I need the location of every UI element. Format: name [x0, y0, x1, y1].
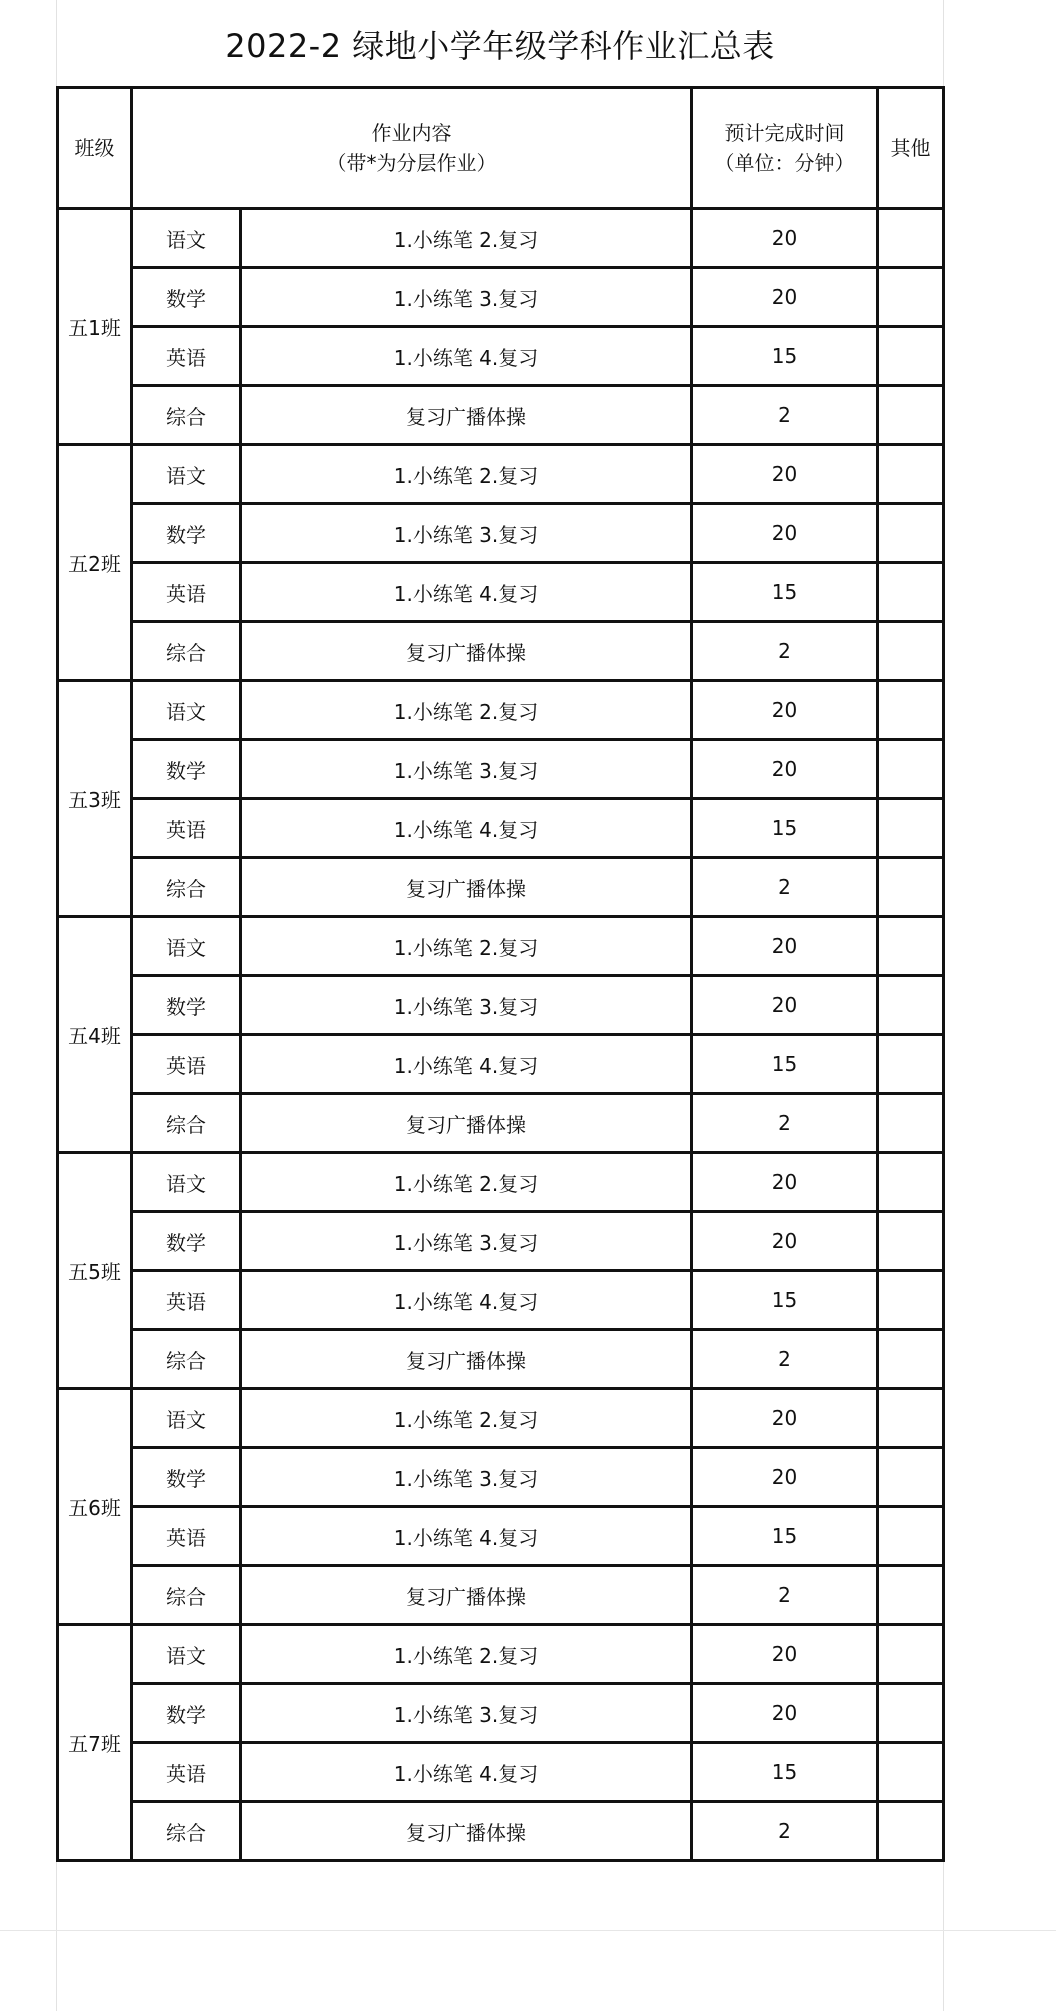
subject-cell[interactable]: 语文 — [132, 917, 241, 976]
content-cell[interactable]: 1.小练笔 3.复习 — [241, 1448, 692, 1507]
content-cell[interactable]: 复习广播体操 — [241, 386, 692, 445]
other-cell[interactable] — [878, 504, 944, 563]
other-cell[interactable] — [878, 1035, 944, 1094]
content-cell[interactable]: 1.小练笔 3.复习 — [241, 976, 692, 1035]
other-cell[interactable] — [878, 563, 944, 622]
subject-cell[interactable]: 综合 — [132, 386, 241, 445]
sheet-gridline — [0, 1930, 1056, 1931]
content-cell[interactable]: 1.小练笔 4.复习 — [241, 327, 692, 386]
table-row — [58, 976, 944, 1035]
subject-cell[interactable]: 综合 — [132, 622, 241, 681]
subject-cell[interactable]: 综合 — [132, 858, 241, 917]
header-class-cell[interactable] — [58, 88, 132, 209]
other-cell[interactable] — [878, 799, 944, 858]
other-cell[interactable] — [878, 622, 944, 681]
minutes-cell[interactable]: 20 — [692, 681, 878, 740]
other-cell[interactable] — [878, 1271, 944, 1330]
other-cell[interactable] — [878, 386, 944, 445]
table-row — [58, 858, 944, 917]
subject-cell[interactable]: 语文 — [132, 445, 241, 504]
other-cell[interactable] — [878, 209, 944, 268]
subject-cell[interactable]: 综合 — [132, 1330, 241, 1389]
table-row — [58, 1212, 944, 1271]
minutes-cell[interactable]: 20 — [692, 740, 878, 799]
content-cell[interactable]: 复习广播体操 — [241, 622, 692, 681]
table-row — [58, 1094, 944, 1153]
subject-cell[interactable]: 数学 — [132, 976, 241, 1035]
table-row — [58, 1802, 944, 1861]
subject-cell[interactable]: 数学 — [132, 740, 241, 799]
other-cell[interactable] — [878, 1094, 944, 1153]
content-cell[interactable]: 1.小练笔 2.复习 — [241, 445, 692, 504]
header-content-label: 作业内容 — [371, 121, 452, 145]
minutes-cell[interactable]: 20 — [692, 445, 878, 504]
table-row — [58, 327, 944, 386]
table-row — [58, 1507, 944, 1566]
table-body — [58, 88, 944, 1861]
subject-cell[interactable]: 英语 — [132, 1507, 241, 1566]
table-row — [58, 1625, 944, 1684]
class-name-cell[interactable]: 五3班 — [58, 681, 132, 917]
minutes-cell[interactable]: 20 — [692, 917, 878, 976]
content-cell[interactable]: 复习广播体操 — [241, 1330, 692, 1389]
subject-cell[interactable]: 综合 — [132, 1566, 241, 1625]
header-content-cell[interactable] — [132, 88, 692, 209]
table-row — [58, 268, 944, 327]
table-row — [58, 740, 944, 799]
table-row — [58, 1684, 944, 1743]
table-row — [58, 209, 944, 268]
content-cell[interactable]: 1.小练笔 3.复习 — [241, 740, 692, 799]
subject-cell[interactable]: 数学 — [132, 268, 241, 327]
minutes-cell[interactable]: 20 — [692, 209, 878, 268]
class-name-cell[interactable]: 五4班 — [58, 917, 132, 1153]
table-row — [58, 681, 944, 740]
header-content-note: （带*为分层作业） — [326, 151, 497, 175]
minutes-cell[interactable]: 20 — [692, 1212, 878, 1271]
content-cell[interactable]: 1.小练笔 2.复习 — [241, 1389, 692, 1448]
other-cell[interactable] — [878, 1212, 944, 1271]
content-cell[interactable]: 1.小练笔 4.复习 — [241, 1271, 692, 1330]
subject-cell[interactable]: 英语 — [132, 1743, 241, 1802]
header-other-cell[interactable] — [878, 88, 944, 209]
subject-cell[interactable]: 数学 — [132, 504, 241, 563]
content-cell[interactable]: 1.小练笔 3.复习 — [241, 1684, 692, 1743]
minutes-cell[interactable]: 20 — [692, 1389, 878, 1448]
other-cell[interactable] — [878, 976, 944, 1035]
minutes-cell[interactable]: 2 — [692, 858, 878, 917]
content-cell[interactable]: 1.小练笔 4.复习 — [241, 1743, 692, 1802]
subject-cell[interactable]: 英语 — [132, 799, 241, 858]
subject-cell[interactable]: 语文 — [132, 1153, 241, 1212]
minutes-cell[interactable]: 2 — [692, 1330, 878, 1389]
minutes-cell[interactable]: 15 — [692, 1271, 878, 1330]
subject-cell[interactable]: 英语 — [132, 327, 241, 386]
homework-summary-table — [56, 86, 945, 1862]
minutes-cell[interactable]: 15 — [692, 1035, 878, 1094]
minutes-cell[interactable]: 15 — [692, 1743, 878, 1802]
table-row — [58, 504, 944, 563]
other-cell[interactable] — [878, 681, 944, 740]
other-cell[interactable] — [878, 917, 944, 976]
table-row — [58, 563, 944, 622]
content-cell[interactable]: 1.小练笔 4.复习 — [241, 1507, 692, 1566]
subject-cell[interactable]: 语文 — [132, 681, 241, 740]
table-row — [58, 799, 944, 858]
other-cell[interactable] — [878, 1507, 944, 1566]
minutes-cell[interactable]: 15 — [692, 563, 878, 622]
minutes-cell[interactable]: 2 — [692, 622, 878, 681]
other-cell[interactable] — [878, 1625, 944, 1684]
sheet-title: 2022-2 绿地小学年级学科作业汇总表 — [225, 27, 775, 65]
header-row — [58, 88, 944, 209]
subject-cell[interactable]: 数学 — [132, 1684, 241, 1743]
subject-cell[interactable]: 综合 — [132, 1802, 241, 1861]
content-cell[interactable]: 复习广播体操 — [241, 1094, 692, 1153]
other-cell[interactable] — [878, 1330, 944, 1389]
content-cell[interactable]: 1.小练笔 2.复习 — [241, 917, 692, 976]
minutes-cell[interactable]: 2 — [692, 1566, 878, 1625]
table-row — [58, 1566, 944, 1625]
other-cell[interactable] — [878, 1566, 944, 1625]
other-cell[interactable] — [878, 268, 944, 327]
table-row — [58, 1330, 944, 1389]
minutes-cell[interactable]: 15 — [692, 1507, 878, 1566]
minutes-cell[interactable]: 20 — [692, 504, 878, 563]
content-cell[interactable]: 1.小练笔 2.复习 — [241, 209, 692, 268]
table-row — [58, 1448, 944, 1507]
other-cell[interactable] — [878, 740, 944, 799]
subject-cell[interactable]: 语文 — [132, 1389, 241, 1448]
class-name-cell[interactable]: 五6班 — [58, 1389, 132, 1625]
other-cell[interactable] — [878, 327, 944, 386]
minutes-cell[interactable]: 20 — [692, 268, 878, 327]
table-row — [58, 1153, 944, 1212]
content-cell[interactable]: 复习广播体操 — [241, 1802, 692, 1861]
subject-cell[interactable]: 英语 — [132, 1271, 241, 1330]
subject-cell[interactable]: 数学 — [132, 1448, 241, 1507]
table-row — [58, 386, 944, 445]
other-cell[interactable] — [878, 1448, 944, 1507]
subject-cell[interactable]: 数学 — [132, 1212, 241, 1271]
subject-cell[interactable]: 综合 — [132, 1094, 241, 1153]
minutes-cell[interactable]: 20 — [692, 1684, 878, 1743]
header-time-label: 预计完成时间 — [724, 121, 845, 145]
table-row — [58, 1389, 944, 1448]
content-cell[interactable]: 1.小练笔 3.复习 — [241, 268, 692, 327]
other-cell[interactable] — [878, 1153, 944, 1212]
subject-cell[interactable]: 语文 — [132, 209, 241, 268]
other-cell[interactable] — [878, 858, 944, 917]
header-class-label: 班级 — [74, 136, 115, 160]
minutes-cell[interactable]: 15 — [692, 327, 878, 386]
table-row — [58, 917, 944, 976]
class-name-cell[interactable]: 五7班 — [58, 1625, 132, 1861]
minutes-cell[interactable]: 15 — [692, 799, 878, 858]
header-other-label: 其他 — [890, 136, 931, 160]
minutes-cell[interactable]: 20 — [692, 1448, 878, 1507]
class-name-cell[interactable]: 五2班 — [58, 445, 132, 681]
content-cell[interactable]: 1.小练笔 2.复习 — [241, 681, 692, 740]
header-time-unit: （单位：分钟） — [714, 151, 855, 175]
content-cell[interactable]: 复习广播体操 — [241, 1566, 692, 1625]
minutes-cell[interactable]: 2 — [692, 1094, 878, 1153]
other-cell[interactable] — [878, 1389, 944, 1448]
table-row — [58, 1743, 944, 1802]
table-row — [58, 1035, 944, 1094]
table-row — [58, 622, 944, 681]
class-name-cell[interactable]: 五1班 — [58, 209, 132, 445]
minutes-cell[interactable]: 20 — [692, 976, 878, 1035]
content-cell[interactable]: 1.小练笔 2.复习 — [241, 1153, 692, 1212]
other-cell[interactable] — [878, 1743, 944, 1802]
subject-cell[interactable]: 语文 — [132, 1625, 241, 1684]
content-cell[interactable]: 1.小练笔 2.复习 — [241, 1625, 692, 1684]
other-cell[interactable] — [878, 1684, 944, 1743]
content-cell[interactable]: 复习广播体操 — [241, 858, 692, 917]
table-row — [58, 1271, 944, 1330]
other-cell[interactable] — [878, 1802, 944, 1861]
content-cell[interactable]: 1.小练笔 3.复习 — [241, 504, 692, 563]
content-cell[interactable]: 1.小练笔 4.复习 — [241, 799, 692, 858]
table-row — [58, 445, 944, 504]
content-cell[interactable]: 1.小练笔 4.复习 — [241, 563, 692, 622]
minutes-cell[interactable]: 2 — [692, 1802, 878, 1861]
minutes-cell[interactable]: 20 — [692, 1625, 878, 1684]
subject-cell[interactable]: 英语 — [132, 563, 241, 622]
content-cell[interactable]: 1.小练笔 3.复习 — [241, 1212, 692, 1271]
minutes-cell[interactable]: 20 — [692, 1153, 878, 1212]
other-cell[interactable] — [878, 445, 944, 504]
subject-cell[interactable]: 英语 — [132, 1035, 241, 1094]
class-name-cell[interactable]: 五5班 — [58, 1153, 132, 1389]
content-cell[interactable]: 1.小练笔 4.复习 — [241, 1035, 692, 1094]
minutes-cell[interactable]: 2 — [692, 386, 878, 445]
header-time-cell[interactable] — [692, 88, 878, 209]
